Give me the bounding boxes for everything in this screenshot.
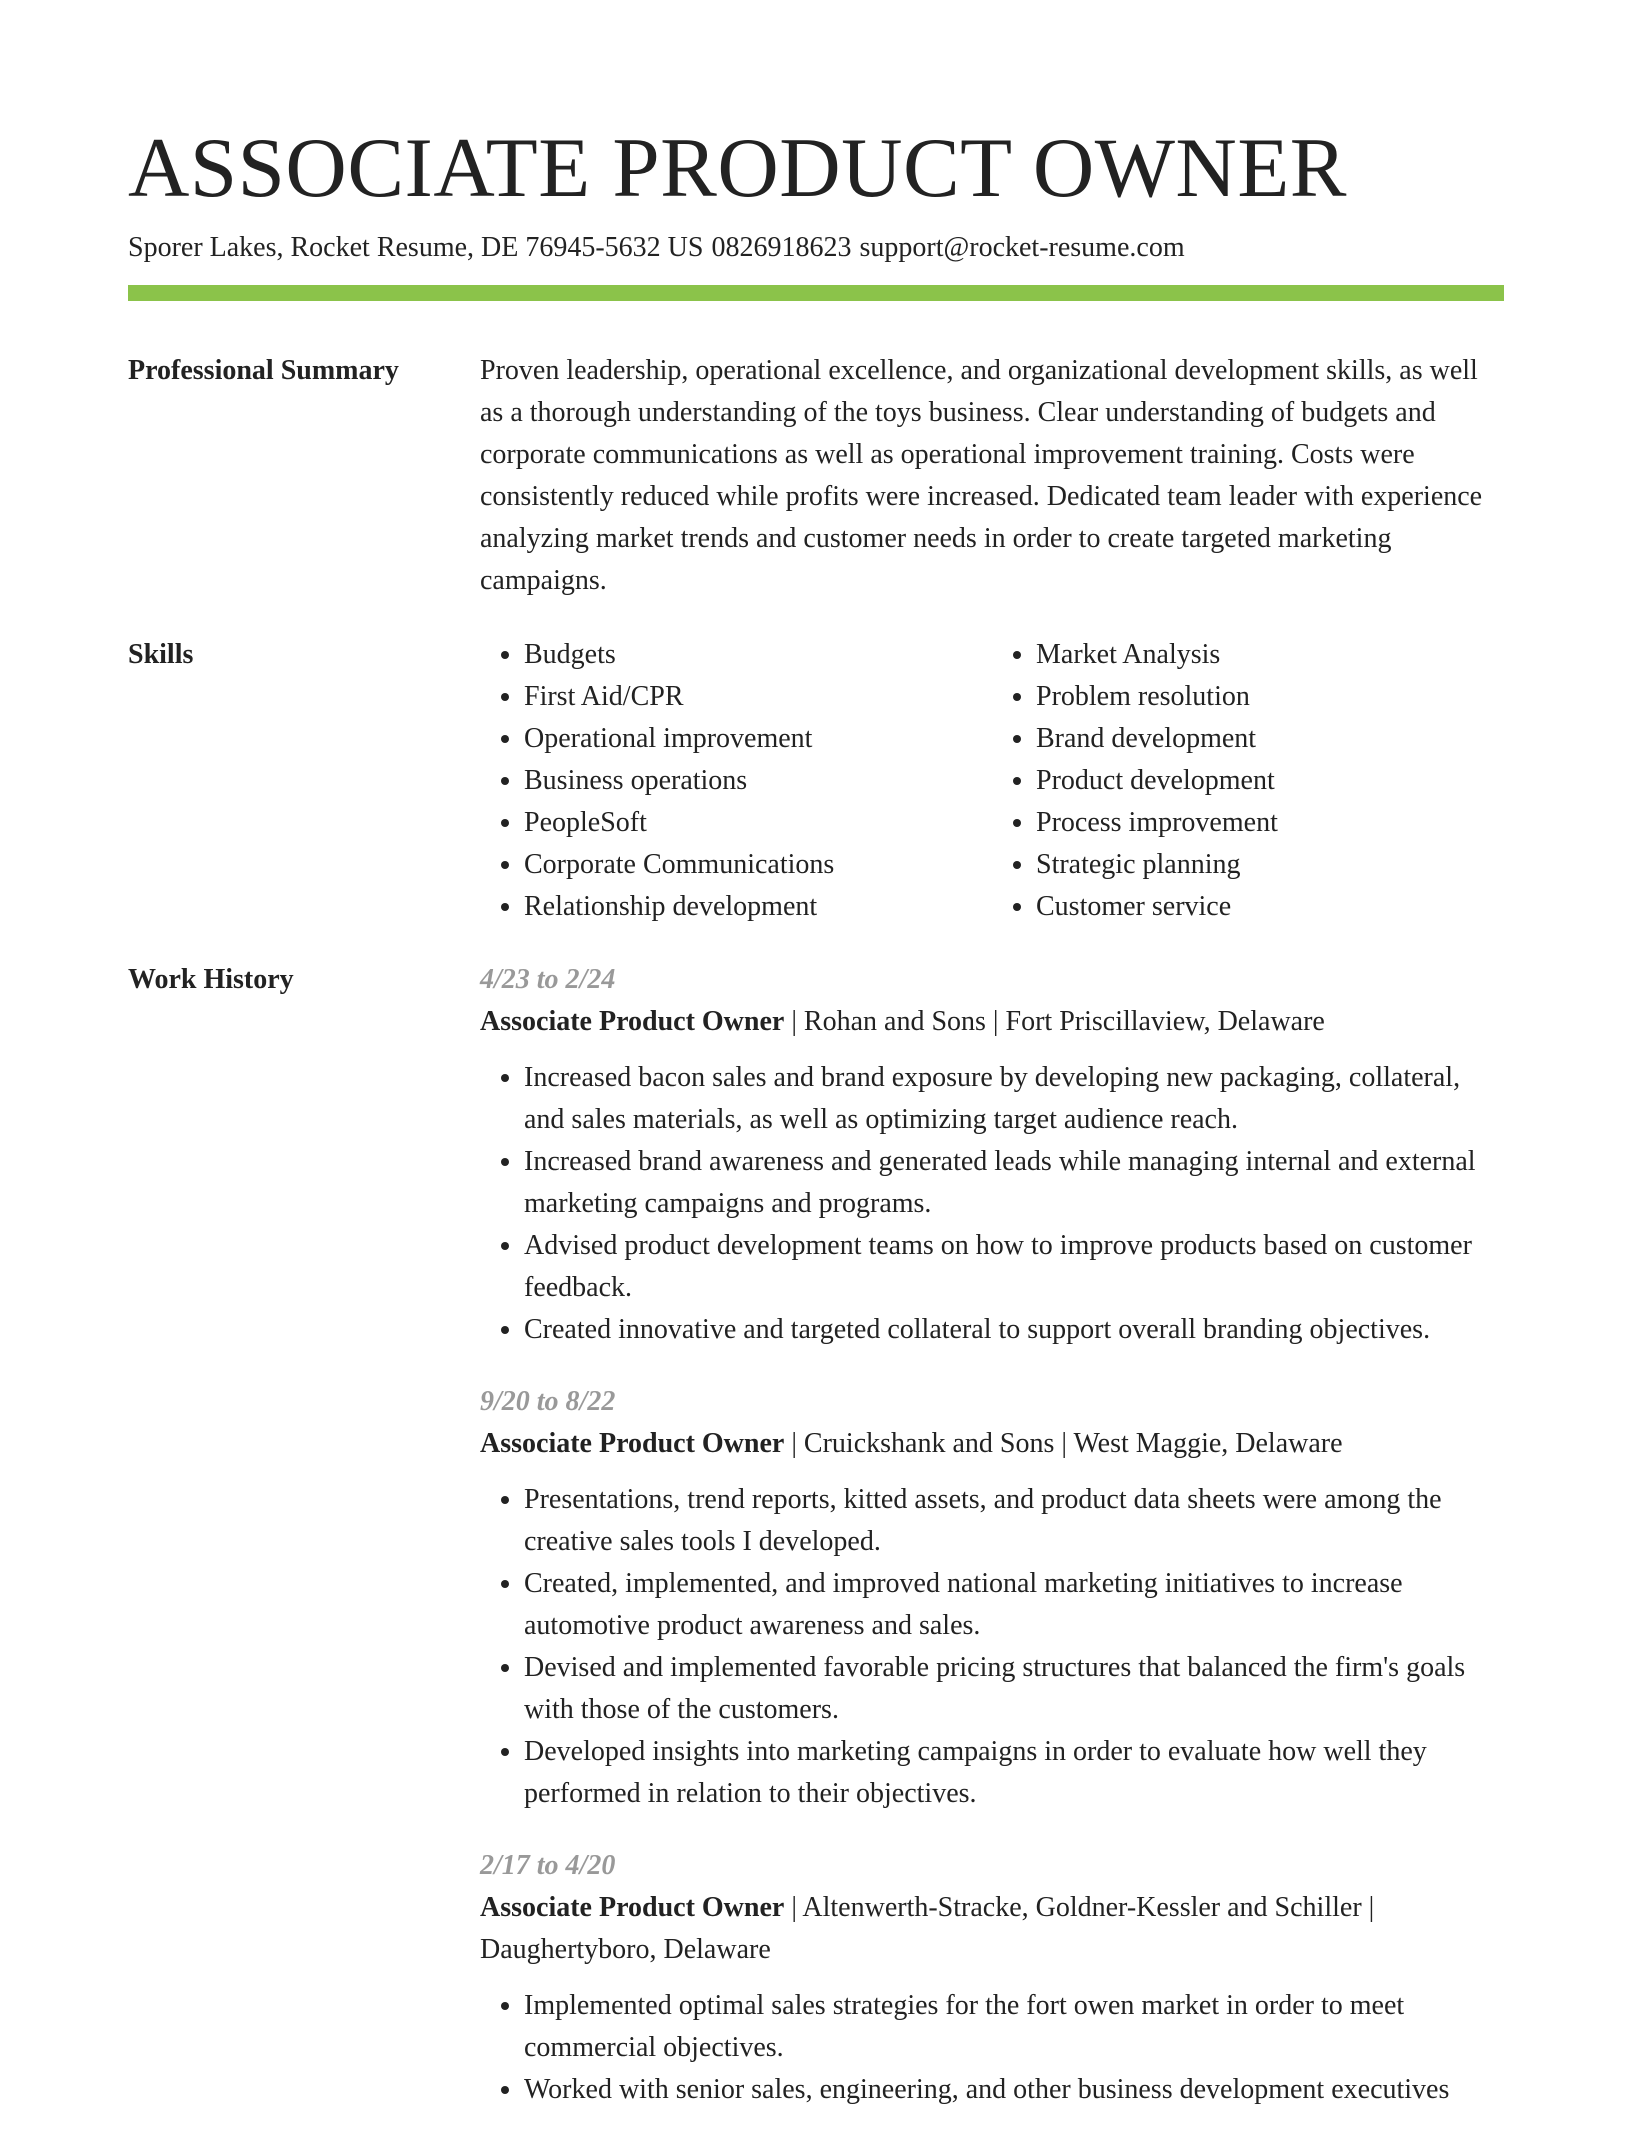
skill-item: • Market Analysis: [1036, 634, 1504, 676]
skills-body: [480, 634, 1504, 928]
skill-item: • Business operations: [524, 760, 992, 802]
job-bullet: • Created, implemented, and improved national marketing initiatives to increase automotive product awareness and sales.: [524, 1563, 1504, 1647]
contact-line: [128, 230, 1185, 266]
job-dates: 4/23 to 2/24: [480, 964, 616, 995]
skills-list-left: [480, 634, 992, 928]
job-bullet: • Advised product development teams on how to improve products based on customer feedback.: [524, 1225, 1504, 1309]
job-bullet: • Worked with senior sales, engineering, and other business development executives: [524, 2069, 1504, 2111]
job-dates: 2/17 to 4/20: [480, 1850, 616, 1881]
job-bullet: • Presentations, trend reports, kitted assets, and product data sheets were among the creative sales tools I developed.: [524, 1479, 1504, 1563]
job-heading: [480, 1423, 1504, 1465]
job-bullets: [480, 1057, 1504, 1351]
job-title: Associate Product Owner: [480, 1006, 785, 1037]
job-dates: 9/20 to 8/22: [480, 1386, 616, 1417]
skill-item: • PeopleSoft: [524, 802, 992, 844]
work-history-heading: Work History: [128, 964, 294, 995]
skill-item: • Process improvement: [1036, 802, 1504, 844]
job-employer-location: | Rohan and Sons | Fort Priscillaview, Delaware: [784, 1006, 1325, 1037]
summary-body: [480, 350, 1504, 602]
skill-item: • Problem resolution: [1036, 676, 1504, 718]
contact-email: support@rocket-resume.com: [859, 232, 1185, 263]
skills-heading: Skills: [128, 639, 194, 670]
job-bullets: [480, 1985, 1504, 2111]
skill-item: • Operational improvement: [524, 718, 992, 760]
skills-list-right: [992, 634, 1504, 928]
job-bullet: • Devised and implemented favorable pricing structures that balanced the firm's goals with those of the customers.: [524, 1647, 1504, 1731]
skill-item: • Corporate Communications: [524, 844, 992, 886]
job-heading: [480, 1887, 1504, 1971]
job-bullets: [480, 1479, 1504, 1815]
contact-phone: 0826918623: [711, 232, 852, 263]
job-title: Associate Product Owner: [480, 1428, 785, 1459]
work-history-body: [480, 959, 1504, 2141]
job-entry: [480, 1381, 1504, 1815]
skill-item: • Product development: [1036, 760, 1504, 802]
job-bullet: • Created innovative and targeted collateral to support overall branding objectives.: [524, 1309, 1504, 1351]
skill-item: • Budgets: [524, 634, 992, 676]
summary-text: Proven leadership, operational excellence, and organizational development skills, as well as a thorough understanding of the toys business. Clear understanding of budgets and corporate communications as well as operational improvement training. Costs were consistently reduced while profits were increased. Dedicated team leader with experience analyzing market trends and customer needs in order to create targeted marketing campaigns.: [480, 355, 1483, 596]
job-employer-location: | Altenwerth-Stracke, Goldner-Kessler and Schiller | Daughertyboro, Delaware: [480, 1892, 1375, 1965]
job-title: Associate Product Owner: [480, 1892, 785, 1923]
skill-item: • Relationship development: [524, 886, 992, 928]
job-employer-location: | Cruickshank and Sons | West Maggie, Delaware: [784, 1428, 1343, 1459]
job-bullet: • Increased bacon sales and brand exposure by developing new packaging, collateral, and sales materials, as well as optimizing target audience reach.: [524, 1057, 1504, 1141]
job-bullet: • Increased brand awareness and generated leads while managing internal and external marketing campaigns and programs.: [524, 1141, 1504, 1225]
skill-item: • Customer service: [1036, 886, 1504, 928]
skill-item: • Brand development: [1036, 718, 1504, 760]
job-bullet: • Implemented optimal sales strategies for the fort owen market in order to meet commercial objectives.: [524, 1985, 1504, 2069]
job-heading: [480, 1001, 1504, 1043]
contact-address: Sporer Lakes, Rocket Resume, DE 76945-5632 US: [128, 232, 704, 263]
job-entry: [480, 1845, 1504, 2111]
header-divider: [128, 285, 1504, 301]
summary-heading: Professional Summary: [128, 355, 399, 386]
job-bullet: • Developed insights into marketing campaigns in order to evaluate how well they performed in relation to their objectives.: [524, 1731, 1504, 1815]
skill-item: • Strategic planning: [1036, 844, 1504, 886]
skill-item: • First Aid/CPR: [524, 676, 992, 718]
job-entry: [480, 959, 1504, 1351]
resume-name-heading: ASSOCIATE PRODUCT OWNER: [128, 121, 1347, 215]
